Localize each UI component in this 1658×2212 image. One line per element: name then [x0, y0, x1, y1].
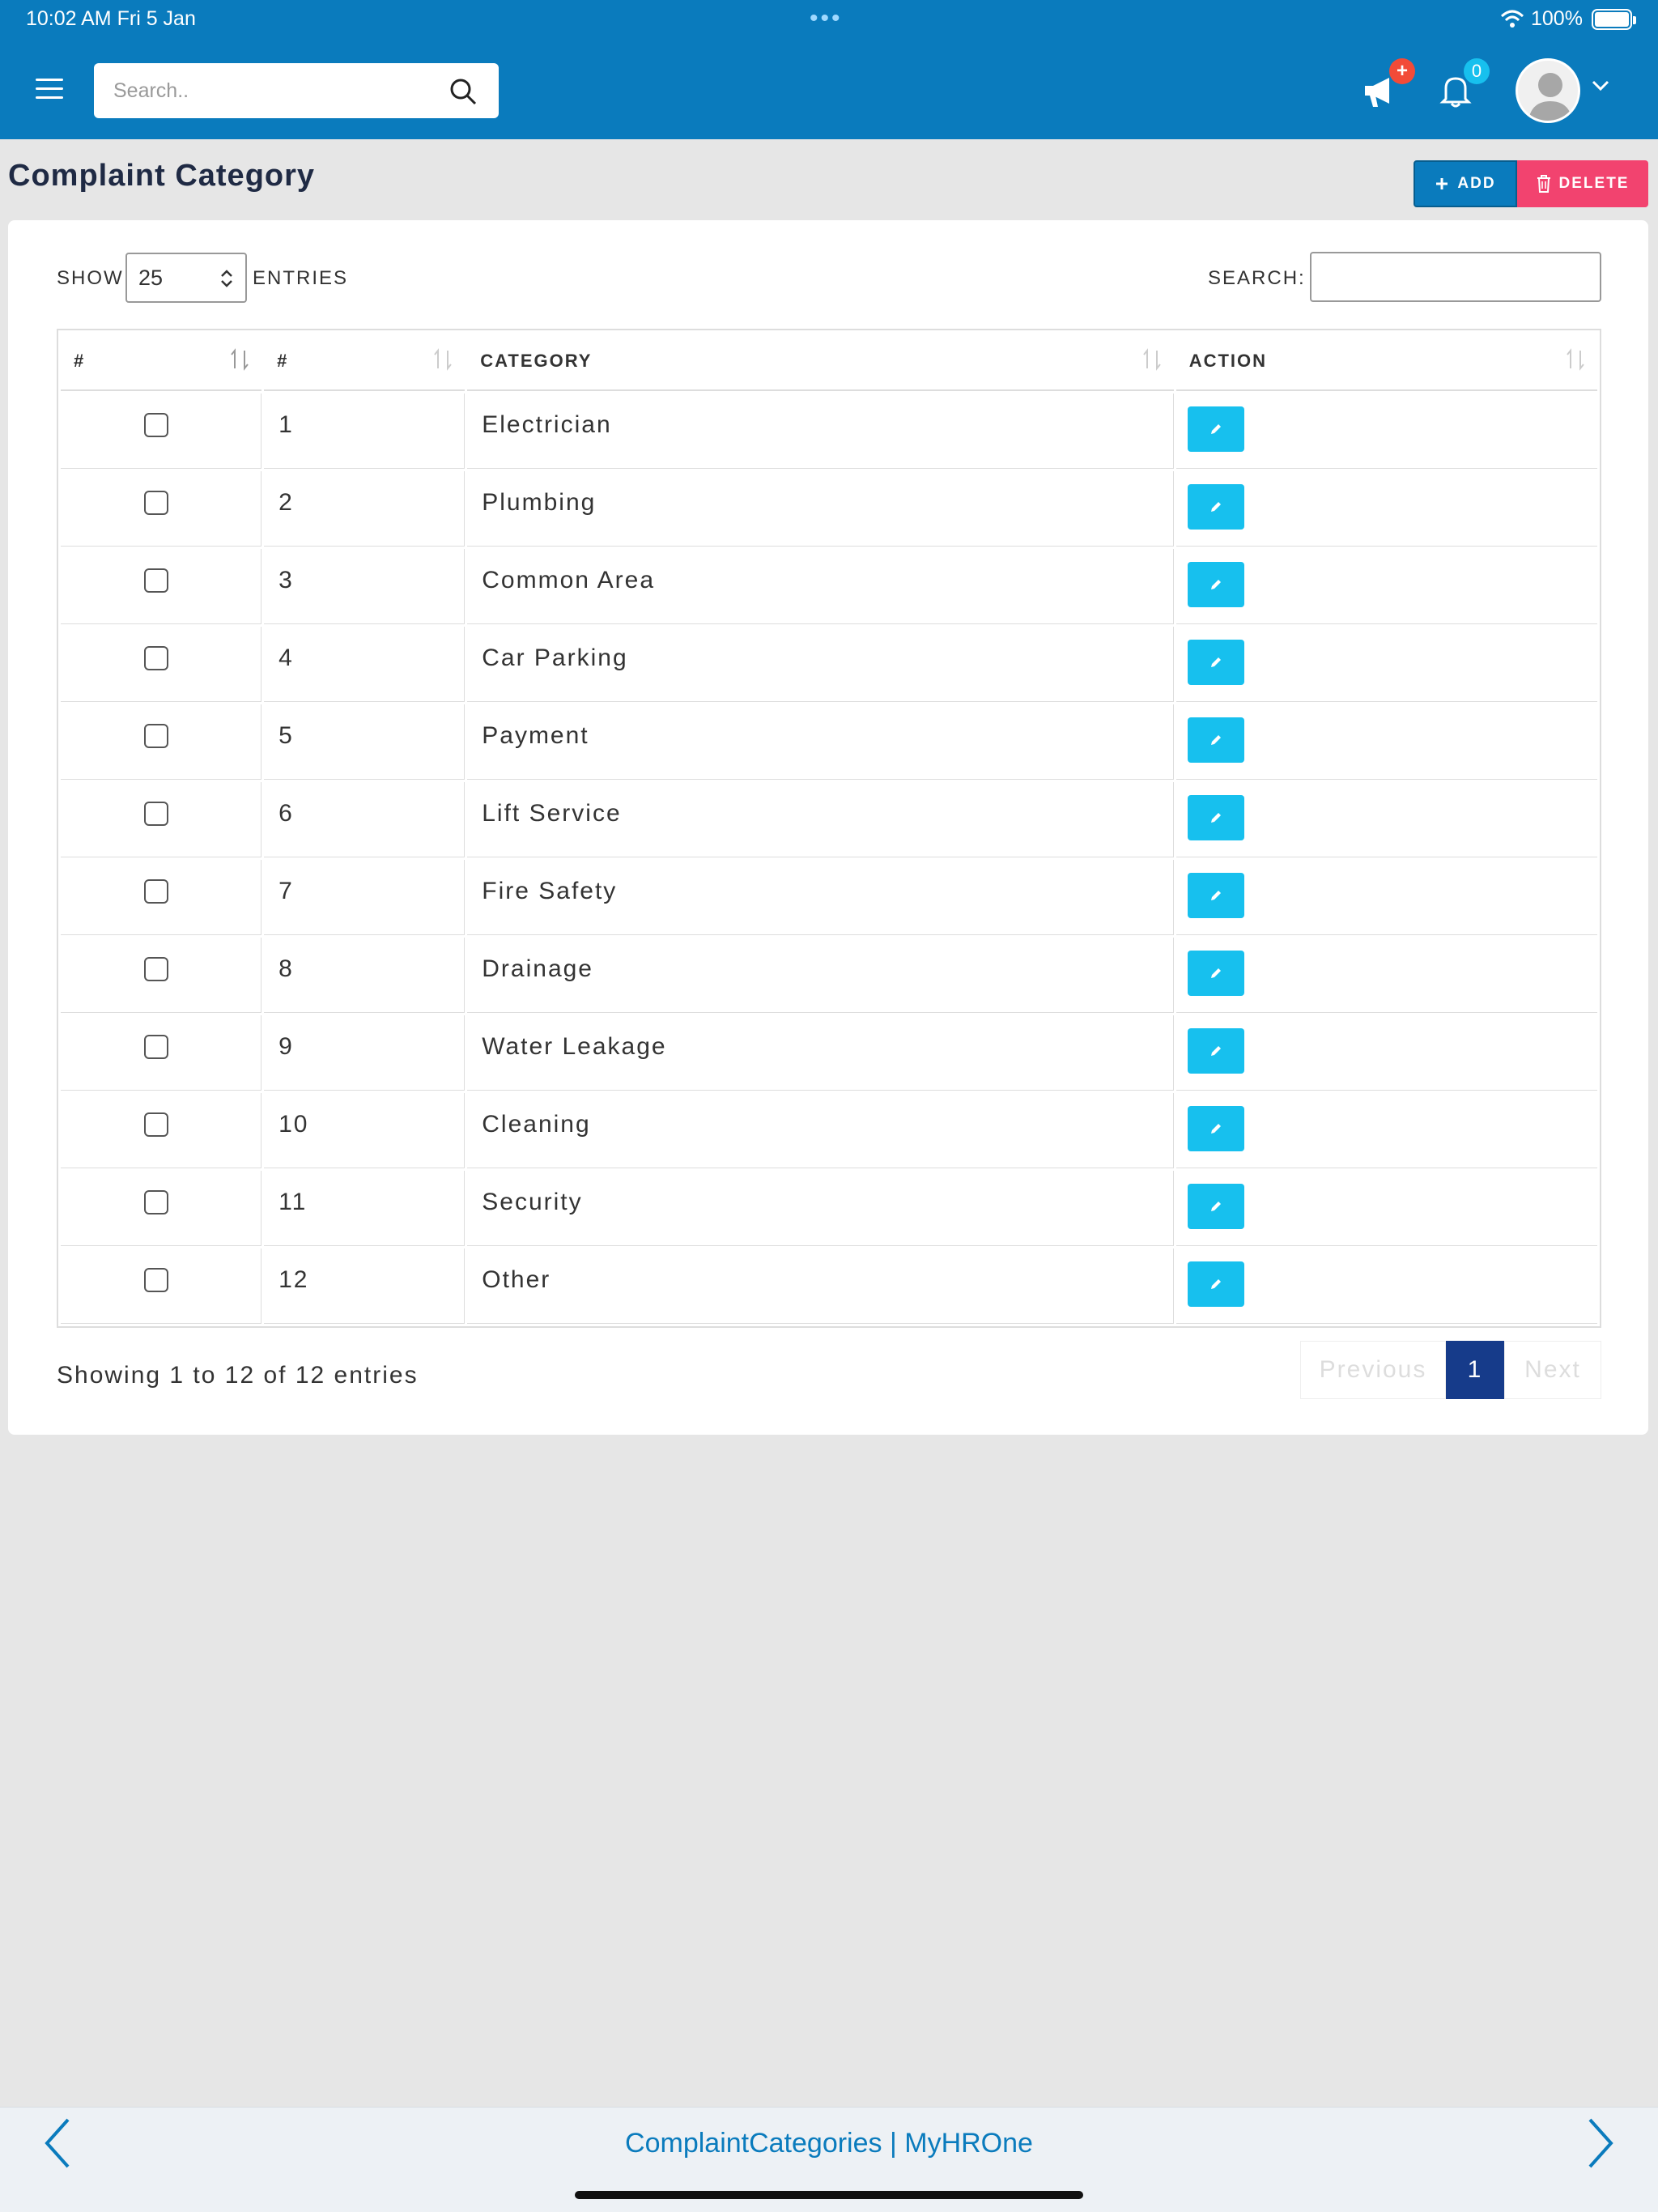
table-row — [61, 782, 1597, 857]
row-number: 11 — [264, 1171, 465, 1246]
edit-button[interactable] — [1188, 951, 1244, 996]
pencil-icon — [1209, 888, 1223, 903]
header-label: ACTION — [1188, 351, 1268, 371]
pencil-icon — [1209, 810, 1223, 825]
header-label: # — [74, 351, 86, 371]
sort-icon — [1141, 347, 1163, 372]
page-title: Complaint Category — [8, 159, 316, 193]
pencil-icon — [1209, 422, 1223, 436]
table-row — [61, 1093, 1597, 1168]
battery-icon — [1592, 9, 1632, 30]
action-cell — [1176, 1093, 1597, 1168]
select-cell — [61, 549, 261, 624]
column-header-action[interactable] — [1176, 333, 1597, 391]
header-label: # — [277, 351, 289, 371]
action-cell — [1176, 471, 1597, 547]
row-category: Lift Service — [467, 782, 1173, 857]
edit-button[interactable] — [1188, 717, 1244, 763]
table-body — [61, 393, 1597, 1324]
row-category: Common Area — [467, 549, 1173, 624]
table-row — [61, 938, 1597, 1013]
pencil-icon — [1209, 1044, 1223, 1058]
edit-button[interactable] — [1188, 640, 1244, 685]
action-cell — [1176, 627, 1597, 702]
edit-button[interactable] — [1188, 1261, 1244, 1307]
row-category: Security — [467, 1171, 1173, 1246]
pencil-icon — [1209, 500, 1223, 514]
sort-icon — [432, 347, 453, 372]
table-info: Showing 1 to 12 of 12 entries — [57, 1362, 419, 1389]
page-1-button[interactable]: 1 — [1446, 1341, 1504, 1399]
action-cell — [1176, 1171, 1597, 1246]
row-checkbox[interactable] — [144, 491, 168, 515]
row-number: 5 — [264, 704, 465, 780]
pencil-icon — [1209, 1277, 1223, 1291]
row-category: Other — [467, 1249, 1173, 1324]
add-button[interactable] — [1414, 160, 1517, 207]
row-category: Fire Safety — [467, 860, 1173, 935]
row-category: Cleaning — [467, 1093, 1173, 1168]
row-number: 3 — [264, 549, 465, 624]
pencil-icon — [1209, 577, 1223, 592]
home-indicator[interactable] — [575, 2191, 1083, 2199]
pagination — [1300, 1341, 1601, 1399]
next-page-button[interactable]: Next — [1504, 1341, 1601, 1399]
top-app-bar — [0, 0, 1658, 139]
pencil-icon — [1209, 1199, 1223, 1214]
edit-button[interactable] — [1188, 1028, 1244, 1074]
table-row — [61, 549, 1597, 624]
edit-button[interactable] — [1188, 406, 1244, 452]
row-category: Electrician — [467, 393, 1173, 469]
select-cell — [61, 627, 261, 702]
action-cell — [1176, 1249, 1597, 1324]
row-number: 4 — [264, 627, 465, 702]
notification-badge: 0 — [1464, 58, 1490, 84]
action-cell — [1176, 393, 1597, 469]
table-search-input[interactable] — [1310, 252, 1601, 302]
add-button-label: ADD — [1457, 175, 1496, 192]
select-cell — [61, 704, 261, 780]
action-cell — [1176, 782, 1597, 857]
row-checkbox[interactable] — [144, 1190, 168, 1214]
previous-page-button[interactable]: Previous — [1300, 1341, 1446, 1399]
forward-arrow-icon[interactable] — [1584, 2116, 1616, 2170]
action-cell — [1176, 549, 1597, 624]
row-category: Payment — [467, 704, 1173, 780]
table-row — [61, 393, 1597, 469]
edit-button[interactable] — [1188, 1184, 1244, 1229]
table-row — [61, 1171, 1597, 1246]
status-date: Fri 5 Jan — [117, 7, 196, 30]
row-checkbox[interactable] — [144, 957, 168, 981]
content-card — [8, 220, 1648, 1435]
row-number: 7 — [264, 860, 465, 935]
row-category: Car Parking — [467, 627, 1173, 702]
select-cell — [61, 1015, 261, 1091]
battery-percent: 100% — [1531, 7, 1583, 30]
table-row — [61, 1249, 1597, 1324]
select-cell — [61, 1171, 261, 1246]
global-search-input[interactable] — [94, 63, 434, 118]
multitask-dots[interactable]: ••• — [810, 5, 843, 32]
user-silhouette-icon — [1518, 61, 1580, 123]
pencil-icon — [1209, 733, 1223, 747]
table-row — [61, 471, 1597, 547]
edit-button[interactable] — [1188, 873, 1244, 918]
select-cell — [61, 393, 261, 469]
table-row — [61, 860, 1597, 935]
select-cell — [61, 471, 261, 547]
row-checkbox[interactable] — [144, 879, 168, 904]
entries-label: ENTRIES — [253, 267, 349, 289]
action-cell — [1176, 938, 1597, 1013]
plus-icon — [1435, 177, 1449, 191]
row-number: 8 — [264, 938, 465, 1013]
row-category: Water Leakage — [467, 1015, 1173, 1091]
table-header-row — [61, 333, 1597, 391]
row-number: 10 — [264, 1093, 465, 1168]
pencil-icon — [1209, 655, 1223, 670]
edit-button[interactable] — [1188, 484, 1244, 530]
column-header-select[interactable] — [61, 333, 261, 391]
global-search-box — [94, 63, 499, 118]
row-checkbox[interactable] — [144, 1268, 168, 1292]
header-label: CATEGORY — [480, 351, 593, 371]
row-category: Drainage — [467, 938, 1173, 1013]
wifi-icon — [1500, 9, 1524, 28]
row-checkbox[interactable] — [144, 802, 168, 826]
select-cell — [61, 860, 261, 935]
entries-per-page-value: 25 — [138, 266, 164, 290]
row-checkbox[interactable] — [144, 646, 168, 670]
show-label: SHOW — [57, 267, 124, 289]
row-checkbox[interactable] — [144, 413, 168, 437]
edit-button[interactable] — [1188, 562, 1244, 607]
trash-icon — [1537, 175, 1551, 193]
sort-icon — [1565, 347, 1586, 372]
column-header-number[interactable] — [264, 333, 465, 391]
column-header-category[interactable] — [467, 333, 1173, 391]
row-number: 6 — [264, 782, 465, 857]
action-cell — [1176, 1015, 1597, 1091]
row-checkbox[interactable] — [144, 568, 168, 593]
status-bar — [0, 0, 1658, 39]
pencil-icon — [1209, 1121, 1223, 1136]
row-checkbox[interactable] — [144, 1112, 168, 1137]
chevron-down-icon[interactable] — [1590, 78, 1611, 94]
row-checkbox[interactable] — [144, 1035, 168, 1059]
sort-icon — [229, 347, 250, 372]
row-number: 2 — [264, 471, 465, 547]
select-updown-icon — [219, 269, 234, 288]
category-table — [57, 329, 1601, 1328]
status-time — [26, 7, 196, 31]
select-cell — [61, 1093, 261, 1168]
action-cell — [1176, 860, 1597, 935]
entries-per-page-select[interactable] — [125, 253, 247, 303]
edit-button[interactable] — [1188, 1106, 1244, 1151]
row-number: 12 — [264, 1249, 465, 1324]
select-cell — [61, 938, 261, 1013]
bottom-page-title: ComplaintCategories | MyHROne — [625, 2128, 1033, 2159]
delete-button[interactable] — [1517, 160, 1648, 207]
row-checkbox[interactable] — [144, 724, 168, 748]
menu-icon[interactable] — [36, 79, 63, 100]
table-row — [61, 627, 1597, 702]
edit-button[interactable] — [1188, 795, 1244, 840]
select-cell — [61, 782, 261, 857]
row-category: Plumbing — [467, 471, 1173, 547]
search-icon[interactable] — [449, 77, 478, 106]
table-row — [61, 1015, 1597, 1091]
status-clock: 10:02 AM — [26, 7, 112, 30]
select-cell — [61, 1249, 261, 1324]
row-number: 9 — [264, 1015, 465, 1091]
announcement-badge: + — [1389, 58, 1415, 84]
search-label: SEARCH: — [1208, 267, 1306, 289]
pencil-icon — [1209, 966, 1223, 981]
row-number: 1 — [264, 393, 465, 469]
delete-button-label: DELETE — [1558, 175, 1630, 192]
action-cell — [1176, 704, 1597, 780]
table-row — [61, 704, 1597, 780]
avatar[interactable] — [1516, 58, 1580, 123]
